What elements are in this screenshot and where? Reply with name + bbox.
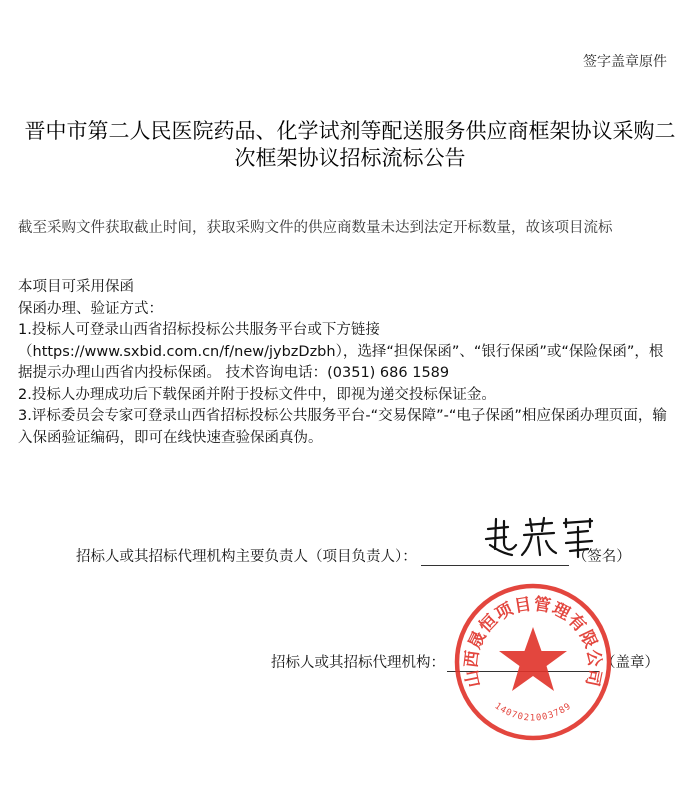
official-seal (452, 581, 614, 743)
guarantee-method-heading: 保函办理、验证方式： (18, 300, 163, 317)
original-copy-note: 签字盖章原件 (583, 54, 667, 70)
guarantee-intro: 本项目可采用保函 (18, 279, 134, 295)
responsible-person-label: 招标人或其招标代理机构主要负责人（项目负责人）： (76, 549, 417, 565)
guarantee-item-1: 1.投标人可登录山西省招标投标公共服务平台或下方链接（https://www.sxbid.com.cn/f/new/jybzDzbh），选择“担保保函”、“银行保函”或“保险保函”，根据提示办理山西省内投标保函。 技术咨询电话：(0351) 686 1589 (18, 322, 664, 381)
guarantee-section (18, 277, 676, 449)
organization-label: 招标人或其招标代理机构： (271, 655, 445, 671)
handwritten-signature (482, 515, 602, 561)
svg-text:1407021003789: 1407021003789 (492, 701, 574, 724)
failure-notice-text: 截至采购文件获取截止时间，获取采购文件的供应商数量未达到法定开标数量，故该项目流标 (18, 220, 613, 236)
guarantee-item-2: 2.投标人办理成功后下载保函并附于投标文件中，即视为递交投标保证金。 (18, 386, 496, 403)
signature-suffix: （签名） (572, 549, 631, 565)
stamp-suffix: （盖章） (601, 655, 659, 671)
document-title: 晋中市第二人民医院药品、化学试剂等配送服务供应商框架协议采购二次框架协议招标流标公告 (24, 119, 676, 170)
svg-text:山西晟恒项目管理有限公司: 山西晟恒项目管理有限公司 (461, 594, 605, 689)
guarantee-item-3: 3.评标委员会专家可登录山西省招标投标公共服务平台-“交易保障”-“电子保函”相应保函办理页面，输入保函验证编码，即可在线快速查验保函真伪。 (18, 408, 667, 446)
